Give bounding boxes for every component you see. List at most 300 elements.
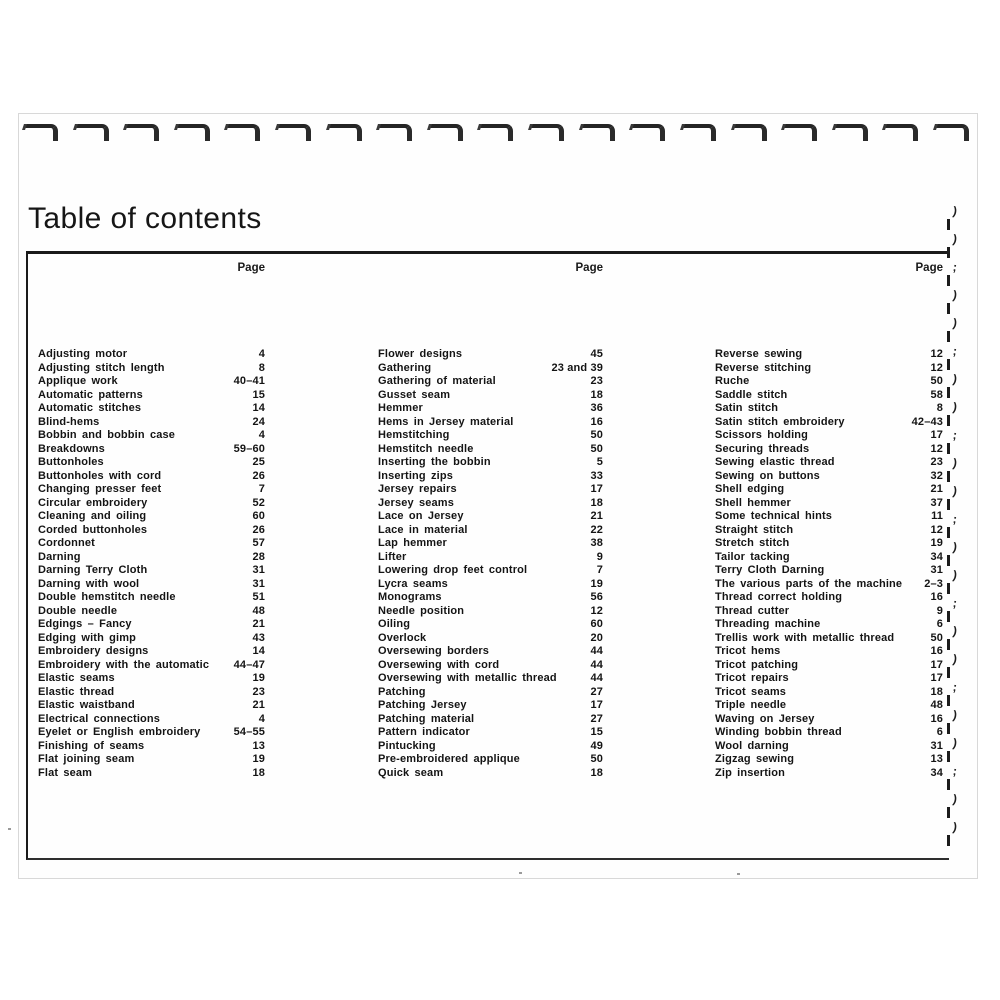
binding-hook-icon — [277, 124, 311, 141]
binding-mark-icon — [947, 471, 950, 482]
toc-entry-label: Double needle — [38, 604, 118, 617]
binding-mark-icon: ) — [951, 567, 959, 583]
toc-entry-label: Buttonholes with cord — [38, 469, 162, 482]
toc-entry-page: 18 — [252, 766, 265, 779]
toc-column-1 — [38, 348, 265, 780]
toc-row — [715, 389, 943, 403]
toc-row — [38, 456, 265, 470]
binding-mark-icon — [947, 527, 950, 538]
toc-entry-page: 59–60 — [233, 442, 265, 455]
toc-row — [715, 591, 943, 605]
toc-entry-page: 21 — [252, 699, 265, 711]
toc-entry-page: 9 — [936, 604, 943, 617]
toc-row — [38, 564, 265, 578]
toc-entry-page: 52 — [252, 496, 265, 509]
toc-row — [378, 402, 603, 416]
toc-entry-page: 50 — [590, 429, 603, 441]
toc-entry-page: 14 — [252, 645, 265, 657]
toc-entry-label: Flower designs — [378, 348, 463, 360]
toc-entry-page: 4 — [258, 429, 265, 441]
toc-entry-label: Tricot hems — [715, 645, 781, 657]
toc-entry-page: 49 — [590, 739, 603, 752]
toc-entry-label: Shell hemmer — [715, 496, 791, 509]
binding-mark-icon — [947, 499, 950, 510]
toc-entry-label: Ruche — [715, 375, 750, 387]
toc-entry-label: Satin stitch embroidery — [715, 415, 845, 428]
toc-entry-page: 17 — [930, 429, 943, 441]
toc-entry-label: Tailor tacking — [715, 550, 790, 563]
toc-entry-label: Breakdowns — [38, 442, 105, 455]
toc-row — [378, 443, 603, 457]
scanned-page — [18, 113, 978, 879]
toc-entry-page: 31 — [252, 577, 265, 590]
toc-entry-page: 22 — [590, 523, 603, 536]
toc-entry-page: 43 — [252, 631, 265, 644]
binding-mark-icon — [947, 247, 950, 258]
toc-entry-page: 6 — [936, 618, 943, 630]
toc-entry-page: 17 — [930, 658, 943, 671]
toc-row — [715, 483, 943, 497]
toc-entry-label: Flat seam — [38, 766, 93, 779]
toc-entry-page: 48 — [252, 604, 265, 617]
toc-entry-page: 11 — [931, 510, 943, 522]
binding-mark-icon — [947, 779, 950, 790]
toc-entry-page: 56 — [590, 591, 603, 603]
toc-entry-label: Elastic waistband — [38, 699, 135, 711]
toc-entry-label: Pattern indicator — [378, 726, 470, 738]
toc-entry-page: 17 — [590, 699, 603, 711]
toc-row — [715, 470, 943, 484]
toc-row — [38, 767, 265, 781]
toc-entry-page: 45 — [590, 348, 603, 360]
scan-speckle — [519, 872, 522, 874]
toc-row — [715, 429, 943, 443]
toc-entry-label: Waving on Jersey — [715, 712, 815, 725]
toc-row — [38, 362, 265, 376]
toc-entry-label: Lace in material — [378, 523, 468, 536]
toc-row — [38, 470, 265, 484]
toc-row — [38, 618, 265, 632]
toc-row — [38, 645, 265, 659]
toc-entry-page: 31 — [252, 564, 265, 576]
toc-entry-page: 38 — [590, 537, 603, 549]
binding-mark-icon: ; — [951, 343, 959, 359]
toc-entry-label: Shell edging — [715, 483, 785, 495]
toc-entry-label: Corded buttonholes — [38, 523, 148, 536]
toc-entry-label: Scissors holding — [715, 429, 809, 441]
toc-entry-label: Sewing elastic thread — [715, 456, 835, 468]
toc-entry-page: 14 — [252, 402, 265, 414]
toc-entry-label: Oiling — [378, 618, 411, 630]
binding-mark-icon — [947, 331, 950, 342]
toc-entry-page: 8 — [258, 361, 265, 374]
toc-entry-label: Zigzag sewing — [715, 753, 795, 765]
binding-mark-icon: ; — [951, 763, 959, 779]
toc-entry-label: Satin stitch — [715, 402, 779, 414]
toc-column-2 — [378, 348, 603, 780]
scan-speckle — [8, 828, 11, 830]
toc-entry-page: 8 — [936, 402, 943, 414]
toc-entry-label: Gathering — [378, 361, 432, 374]
toc-entry-label: Applique work — [38, 375, 118, 387]
binding-hook-icon — [226, 124, 260, 141]
page-column-header-2: Page — [575, 262, 603, 274]
toc-entry-page: 4 — [258, 712, 265, 725]
toc-entry-label: Hemstitching — [378, 429, 450, 441]
toc-entry-page: 51 — [252, 591, 265, 603]
toc-row — [715, 578, 943, 592]
toc-entry-page: 44 — [590, 658, 603, 671]
binding-mark-icon — [947, 303, 950, 314]
binding-mark-icon — [947, 415, 950, 426]
toc-entry-page: 23 and 39 — [551, 361, 603, 374]
toc-entry-page: 50 — [930, 631, 943, 644]
toc-row — [378, 497, 603, 511]
toc-row — [378, 564, 603, 578]
toc-entry-page: 57 — [252, 537, 265, 549]
binding-mark-icon: ) — [951, 651, 959, 667]
toc-entry-label: Embroidery designs — [38, 645, 149, 657]
toc-entry-label: Darning Terry Cloth — [38, 564, 148, 576]
toc-entry-label: Changing presser feet — [38, 483, 162, 495]
binding-hook-icon — [176, 124, 210, 141]
toc-entry-page: 26 — [252, 469, 265, 482]
toc-entry-page: 12 — [930, 361, 943, 374]
toc-entry-page: 12 — [590, 604, 603, 617]
toc-row — [378, 578, 603, 592]
toc-entry-label: Threading machine — [715, 618, 821, 630]
toc-entry-label: Thread cutter — [715, 604, 790, 617]
toc-entry-label: Needle position — [378, 604, 465, 617]
toc-entry-page: 25 — [252, 456, 265, 468]
toc-entry-page: 31 — [930, 739, 943, 752]
toc-entry-label: Eyelet or English embroidery — [38, 726, 201, 738]
toc-row — [38, 726, 265, 740]
toc-entry-label: Gusset seam — [378, 388, 451, 401]
toc-row — [378, 483, 603, 497]
toc-row — [715, 713, 943, 727]
toc-row — [715, 618, 943, 632]
toc-entry-page: 7 — [258, 483, 265, 495]
toc-entry-page: 26 — [252, 523, 265, 536]
binding-mark-icon — [947, 751, 950, 762]
binding-mark-icon: ; — [951, 427, 959, 443]
toc-row — [378, 429, 603, 443]
toc-row — [378, 551, 603, 565]
toc-row — [715, 767, 943, 781]
toc-entry-page: 5 — [596, 456, 603, 468]
binding-mark-icon: ) — [951, 231, 959, 247]
toc-entry-page: 50 — [590, 442, 603, 455]
toc-column-3 — [715, 348, 943, 780]
toc-entry-page: 42–43 — [911, 415, 943, 428]
toc-entry-page: 18 — [590, 388, 603, 401]
toc-row — [38, 605, 265, 619]
binding-mark-icon — [947, 443, 950, 454]
binding-hook-icon — [378, 124, 412, 141]
toc-entry-page: 44–47 — [233, 658, 265, 671]
toc-entry-label: Triple needle — [715, 699, 787, 711]
toc-row — [38, 348, 265, 362]
toc-row — [715, 672, 943, 686]
binding-mark-icon: ) — [951, 791, 959, 807]
toc-entry-page: 44 — [590, 645, 603, 657]
binding-hook-icon — [24, 124, 58, 141]
toc-row — [715, 632, 943, 646]
toc-entry-label: Trellis work with metallic thread — [715, 631, 895, 644]
toc-row — [38, 443, 265, 457]
binding-hook-icon — [429, 124, 463, 141]
toc-row — [38, 740, 265, 754]
edge-binding-marks — [944, 203, 966, 871]
toc-entry-label: Edgings – Fancy — [38, 618, 132, 630]
toc-row — [38, 699, 265, 713]
toc-entry-label: Overlock — [378, 631, 427, 644]
toc-entry-label: Double hemstitch needle — [38, 591, 176, 603]
binding-mark-icon — [947, 695, 950, 706]
toc-row — [378, 740, 603, 754]
toc-row — [715, 416, 943, 430]
binding-hook-icon — [581, 124, 615, 141]
toc-row — [38, 753, 265, 767]
toc-entry-page: 4 — [258, 348, 265, 360]
toc-entry-label: Thread correct holding — [715, 591, 843, 603]
toc-row — [38, 497, 265, 511]
toc-entry-page: 12 — [930, 442, 943, 455]
toc-entry-label: Reverse stitching — [715, 361, 812, 374]
binding-mark-icon — [947, 723, 950, 734]
toc-row — [378, 672, 603, 686]
toc-row — [378, 713, 603, 727]
toc-row — [38, 510, 265, 524]
toc-entry-label: Adjusting stitch length — [38, 361, 165, 374]
binding-mark-icon: ) — [951, 203, 959, 219]
toc-row — [715, 726, 943, 740]
toc-entry-page: 18 — [590, 766, 603, 779]
toc-entry-label: Patching — [378, 685, 426, 698]
toc-entry-page: 27 — [590, 685, 603, 698]
toc-entry-label: Patching Jersey — [378, 699, 467, 711]
toc-entry-page: 34 — [930, 550, 943, 563]
toc-entry-label: Jersey repairs — [378, 483, 457, 495]
toc-entry-label: Finishing of seams — [38, 739, 145, 752]
toc-row — [378, 591, 603, 605]
toc-entry-page: 48 — [930, 699, 943, 711]
toc-entry-label: Lifter — [378, 550, 407, 563]
toc-row — [378, 753, 603, 767]
toc-row — [38, 672, 265, 686]
binding-mark-icon: ) — [951, 287, 959, 303]
toc-entry-page: 31 — [930, 564, 943, 576]
toc-entry-label: Saddle stitch — [715, 388, 788, 401]
toc-entry-label: Darning with wool — [38, 577, 140, 590]
toc-entry-page: 9 — [596, 550, 603, 563]
toc-entry-label: Oversewing with cord — [378, 658, 500, 671]
binding-mark-icon: ) — [951, 539, 959, 555]
toc-entry-page: 18 — [590, 496, 603, 509]
toc-entry-page: 15 — [590, 726, 603, 738]
toc-row — [38, 483, 265, 497]
toc-row — [38, 375, 265, 389]
binding-hook-icon — [631, 124, 665, 141]
toc-entry-label: Bobbin and bobbin case — [38, 429, 176, 441]
toc-row — [378, 632, 603, 646]
toc-row — [715, 551, 943, 565]
toc-row — [38, 659, 265, 673]
toc-entry-label: Embroidery with the automatic — [38, 658, 210, 671]
binding-mark-icon: ) — [951, 315, 959, 331]
binding-hook-icon — [834, 124, 868, 141]
binding-mark-icon: ; — [951, 679, 959, 695]
binding-mark-icon — [947, 667, 950, 678]
toc-entry-label: Lap hemmer — [378, 537, 447, 549]
toc-entry-page: 60 — [252, 510, 265, 522]
binding-mark-icon: ) — [951, 735, 959, 751]
binding-mark-icon — [947, 359, 950, 370]
toc-row — [38, 524, 265, 538]
binding-hook-icon — [733, 124, 767, 141]
toc-row — [715, 686, 943, 700]
binding-mark-icon — [947, 555, 950, 566]
toc-row — [715, 375, 943, 389]
toc-row — [378, 618, 603, 632]
binding-mark-icon: ) — [951, 371, 959, 387]
toc-entry-page: 24 — [252, 415, 265, 428]
binding-mark-icon: ) — [951, 483, 959, 499]
toc-row — [715, 740, 943, 754]
toc-entry-label: Wool darning — [715, 739, 789, 752]
binding-mark-icon — [947, 639, 950, 650]
toc-entry-label: Lowering drop feet control — [378, 564, 528, 576]
binding-hook-icon — [479, 124, 513, 141]
toc-row — [378, 348, 603, 362]
toc-entry-label: Winding bobbin thread — [715, 726, 842, 738]
toc-row — [715, 402, 943, 416]
toc-row — [378, 767, 603, 781]
toc-entry-label: Darning — [38, 550, 81, 563]
comb-binding — [24, 124, 969, 140]
toc-entry-label: Elastic seams — [38, 672, 115, 684]
toc-entry-label: Securing threads — [715, 442, 810, 455]
binding-mark-icon: ) — [951, 455, 959, 471]
toc-row — [715, 348, 943, 362]
toc-entry-label: Hemstitch needle — [378, 442, 474, 455]
binding-hook-icon — [328, 124, 362, 141]
toc-entry-page: 7 — [596, 564, 603, 576]
toc-row — [715, 699, 943, 713]
toc-entry-label: Electrical connections — [38, 712, 161, 725]
toc-row — [38, 537, 265, 551]
toc-row — [378, 456, 603, 470]
toc-entry-label: Zip insertion — [715, 766, 785, 779]
toc-entry-label: Jersey seams — [378, 496, 454, 509]
toc-row — [378, 645, 603, 659]
toc-entry-label: Some technical hints — [715, 510, 833, 522]
binding-hook-icon — [530, 124, 564, 141]
toc-row — [715, 362, 943, 376]
toc-row — [38, 632, 265, 646]
toc-row — [715, 564, 943, 578]
toc-row — [38, 686, 265, 700]
toc-entry-label: Circular embroidery — [38, 496, 148, 509]
toc-row — [378, 510, 603, 524]
toc-row — [378, 605, 603, 619]
toc-entry-page: 21 — [930, 483, 943, 495]
binding-mark-icon: ) — [951, 819, 959, 835]
toc-entry-label: Reverse sewing — [715, 348, 803, 360]
toc-entry-label: Lace on Jersey — [378, 510, 464, 522]
toc-entry-page: 21 — [590, 510, 603, 522]
toc-entry-page: 50 — [930, 375, 943, 387]
toc-row — [38, 429, 265, 443]
toc-entry-page: 2–3 — [924, 577, 943, 590]
toc-row — [715, 537, 943, 551]
toc-entry-label: Stretch stitch — [715, 537, 790, 549]
toc-entry-page: 12 — [930, 523, 943, 536]
toc-entry-label: Automatic stitches — [38, 402, 142, 414]
toc-entry-label: Lycra seams — [378, 577, 448, 590]
toc-entry-label: Gathering of material — [378, 375, 496, 387]
toc-row — [378, 659, 603, 673]
toc-entry-label: Oversewing borders — [378, 645, 490, 657]
toc-entry-page: 13 — [252, 739, 265, 752]
toc-entry-page: 60 — [590, 618, 603, 630]
page-column-header-1: Page — [237, 262, 265, 274]
toc-row — [715, 510, 943, 524]
toc-row — [715, 443, 943, 457]
toc-entry-page: 17 — [930, 672, 943, 684]
binding-mark-icon: ) — [951, 399, 959, 415]
binding-mark-icon: ; — [951, 259, 959, 275]
toc-entry-page: 32 — [930, 469, 943, 482]
toc-row — [715, 605, 943, 619]
binding-hook-icon — [682, 124, 716, 141]
toc-row — [38, 389, 265, 403]
toc-entry-page: 17 — [590, 483, 603, 495]
page-column-header-3: Page — [915, 262, 943, 274]
toc-row — [38, 713, 265, 727]
toc-entry-label: Patching material — [378, 712, 475, 725]
binding-mark-icon — [947, 835, 950, 846]
toc-entry-label: Terry Cloth Darning — [715, 564, 825, 576]
toc-entry-page: 23 — [252, 685, 265, 698]
toc-entry-page: 36 — [590, 402, 603, 414]
toc-entry-page: 54–55 — [233, 726, 265, 738]
binding-mark-icon — [947, 275, 950, 286]
toc-entry-page: 28 — [252, 550, 265, 563]
toc-entry-label: Cordonnet — [38, 537, 95, 549]
toc-entry-label: Oversewing with metallic thread — [378, 672, 557, 684]
binding-mark-icon: ) — [951, 623, 959, 639]
toc-entry-label: Cleaning and oiling — [38, 510, 147, 522]
toc-entry-page: 50 — [590, 753, 603, 765]
toc-entry-page: 34 — [930, 766, 943, 779]
toc-entry-label: Elastic thread — [38, 685, 115, 698]
toc-row — [378, 416, 603, 430]
toc-entry-page: 33 — [590, 469, 603, 482]
toc-entry-page: 13 — [930, 753, 943, 765]
toc-row — [378, 362, 603, 376]
binding-hook-icon — [935, 124, 969, 141]
toc-row — [378, 726, 603, 740]
toc-row — [378, 524, 603, 538]
binding-hook-icon — [125, 124, 159, 141]
binding-hook-icon — [75, 124, 109, 141]
toc-entry-page: 19 — [930, 537, 943, 549]
toc-entry-label: Buttonholes — [38, 456, 104, 468]
toc-row — [715, 753, 943, 767]
toc-row — [378, 686, 603, 700]
